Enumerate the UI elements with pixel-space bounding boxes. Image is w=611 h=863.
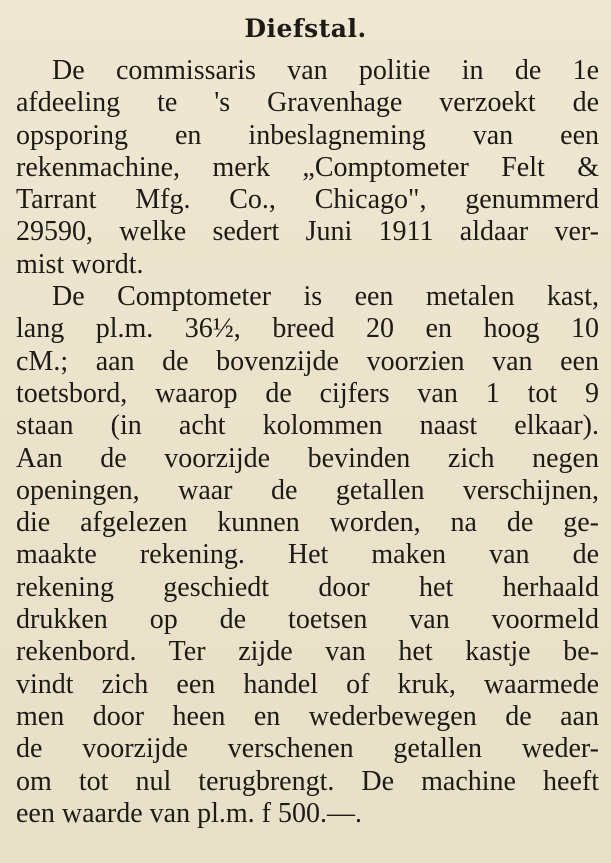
text-line: vindt zich een handel of kruk, waarmede: [16, 668, 599, 700]
text-line: 29590, welke sedert Juni 1911 aldaar ver-: [16, 216, 599, 248]
text-line: mist wordt.: [16, 248, 144, 280]
text-line: maakte rekening. Het maken van de: [16, 539, 599, 571]
text-line: opsporing en inbeslagneming van een: [16, 119, 599, 151]
article-title: Diefstal.: [244, 14, 367, 43]
paragraph-1: [16, 55, 599, 281]
text-line: rekenbord. Ter zijde van het kastje be-: [16, 636, 599, 668]
text-line: rekenmachine, merk „Comptometer Felt &: [16, 151, 599, 183]
text-line: om tot nul terugbrengt. De machine heeft: [16, 765, 599, 797]
text-line: men door heen en wederbewegen de aan: [16, 700, 599, 732]
text-line: De Comptometer is een metalen kast,: [52, 281, 599, 313]
text-line: afdeeling te 's Gravenhage verzoekt de: [16, 87, 599, 119]
text-line: staan (in acht kolommen naast elkaar).: [16, 410, 599, 442]
text-line: Tarrant Mfg. Co., Chicago", genummerd: [16, 184, 599, 216]
text-line: De commissaris van politie in de 1e: [52, 55, 599, 86]
text-line: die afgelezen kunnen worden, na de ge-: [16, 507, 599, 539]
text-line: openingen, waar de getallen verschijnen,: [16, 474, 599, 506]
text-line: cM.; aan de bovenzijde voorzien van een: [16, 345, 599, 377]
article-body: [16, 55, 599, 830]
text-line: drukken op de toetsen van voormeld: [16, 604, 599, 636]
text-line: lang pl.m. 36½, breed 20 en hoog 10: [16, 313, 599, 345]
text-line: toetsbord, waarop de cijfers van 1 tot 9: [16, 377, 599, 409]
text-line: Aan de voorzijde bevinden zich negen: [16, 442, 599, 474]
text-line: een waarde van pl.m. f 500.—.: [16, 797, 362, 829]
text-line: de voorzijde verschenen getallen weder-: [16, 733, 599, 765]
paragraph-2: [16, 281, 599, 830]
text-line: rekening geschiedt door het herhaald: [16, 571, 599, 603]
